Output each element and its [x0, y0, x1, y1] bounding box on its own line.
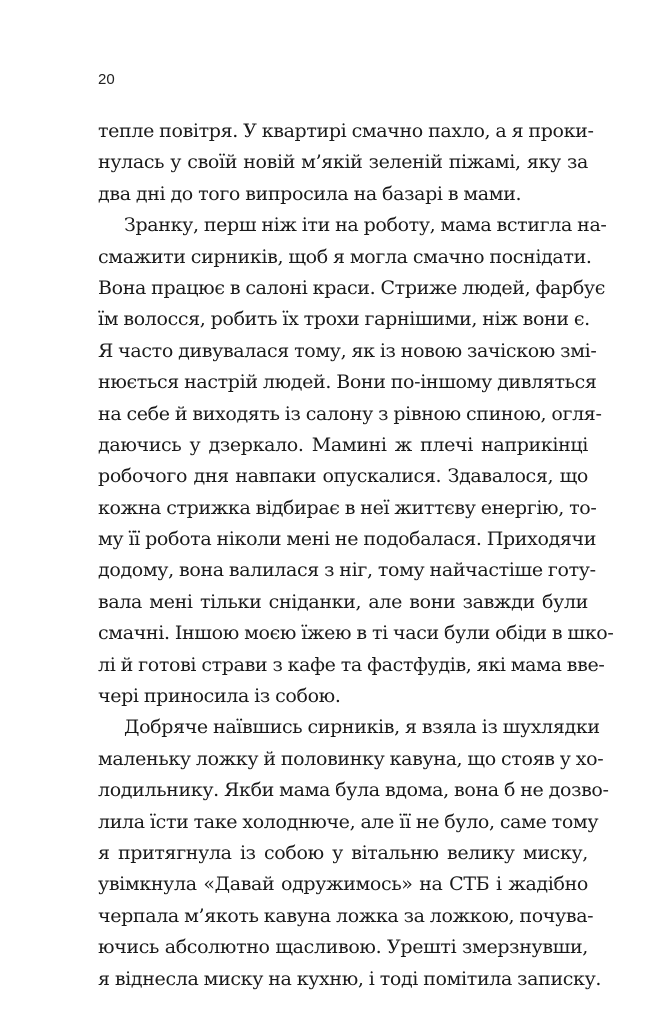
text-line: кожна стрижка відбирає в неї життєву енергію, то-: [98, 496, 597, 519]
text-line: два дні до того випросила на базарі в мами.: [98, 182, 522, 205]
text-line: нюється настрій людей. Вони по-іншому дивляться: [98, 371, 597, 394]
text-line: додому, вона валилася з ніг, тому найчастіше готу-: [98, 559, 596, 582]
text-line: лила їсти таке холоднюче, але її не було, саме тому: [98, 810, 599, 833]
paragraph: [98, 210, 614, 712]
text-line: чері приносила із собою.: [98, 685, 341, 708]
text-line: вала мені тільки сніданки, але вони завжди були: [98, 590, 588, 613]
text-line: смачні. Іншою моєю їжею в ті часи були обіди в шко-: [98, 622, 614, 645]
text-line: Добряче наївшись сирників, я взяла із шухлядки: [124, 716, 600, 739]
paragraph: [98, 116, 594, 210]
text-line: лі й готові страви з кафе та фастфудів, які мама вве-: [98, 653, 605, 676]
text-line: робочого дня навпаки опускалися. Здавалося, що: [98, 465, 588, 488]
text-line: їм волосся, робить їх трохи гарнішими, ніж вони є.: [98, 308, 590, 331]
text-line: ючись абсолютно щасливою. Урешті змерзнувши,: [98, 936, 588, 959]
body-text: [98, 116, 614, 995]
text-line: Зранку, перш ніж іти на роботу, мама встигла на-: [124, 214, 607, 237]
text-line: я віднесла миску на кухню, і тоді помітила записку.: [98, 967, 602, 990]
text-line: даючись у дзеркало. Мамині ж плечі наприкінці: [98, 433, 588, 456]
text-line: нулась у своїй новій м’якій зеленій піжамі, яку за: [98, 151, 588, 174]
text-line: смажити сирників, щоб я могла смачно поснідати.: [98, 245, 592, 268]
text-line: му її робота ніколи мені не подобалася. Приходячи: [98, 528, 597, 551]
text-line: черпала м’якоть кавуна ложка за ложкою, почува-: [98, 904, 594, 927]
text-line: маленьку ложку й половинку кавуна, що стояв у хо-: [98, 747, 604, 770]
text-line: я притягнула із собою у вітальню велику миску,: [98, 841, 588, 864]
paragraph: [98, 712, 609, 995]
text-line: Я часто дивувалася тому, як із новою зачіскою змі-: [98, 339, 597, 362]
page-number: 20: [98, 71, 115, 88]
text-line: тепле повітря. У квартирі смачно пахло, а я проки-: [98, 120, 594, 142]
text-line: на себе й виходять із салону з рівною спиною, огля-: [98, 402, 602, 425]
text-line: Вона працює в салоні краси. Стриже людей, фарбує: [98, 276, 606, 299]
text-line: увімкнула «Давай одружимось» на СТБ і жадібно: [98, 873, 588, 896]
text-line: лодильнику. Якби мама була вдома, вона б не дозво-: [98, 779, 609, 802]
